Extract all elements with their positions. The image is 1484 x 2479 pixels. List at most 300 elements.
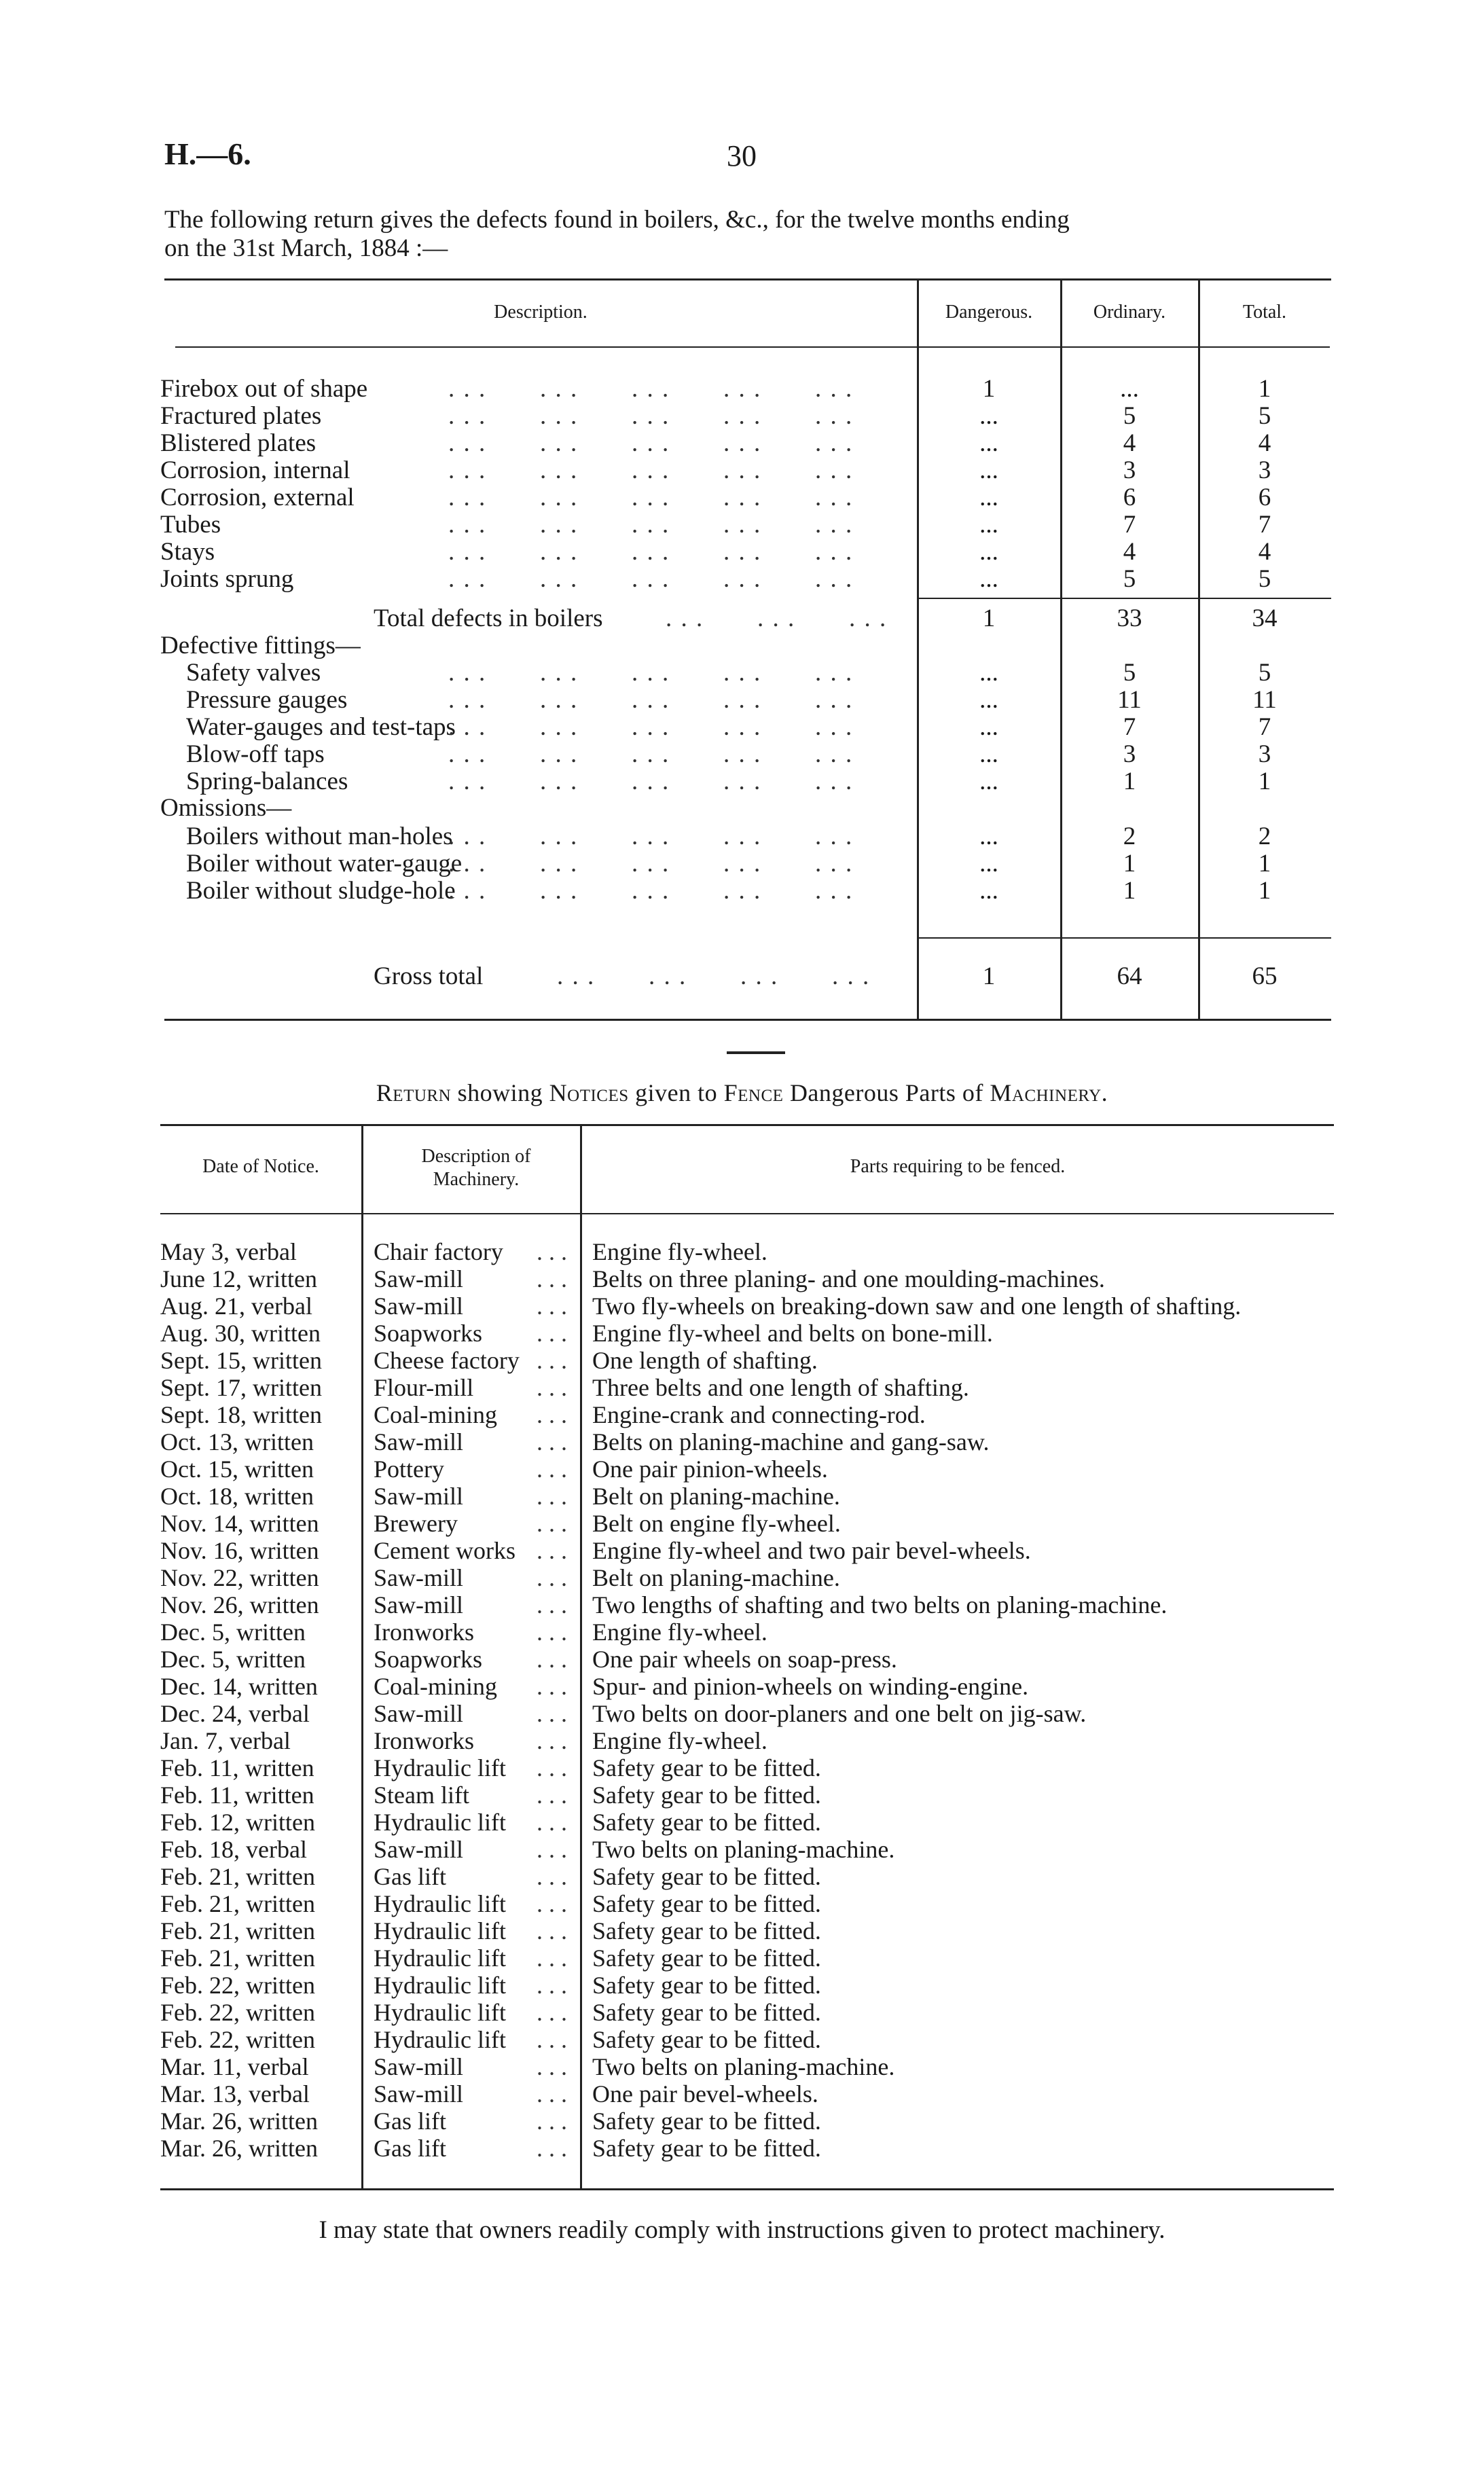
notice-date: Jan. 7, verbal [160, 1727, 291, 1754]
notice-row [0, 1237, 1484, 1265]
notice-row [0, 1563, 1484, 1591]
leader-dots: . . . [537, 1809, 567, 1836]
leader-dots: . . . . . . . . . . . . . . . [448, 740, 854, 768]
parts-to-fence: Safety gear to be fitted. [592, 1781, 821, 1809]
ordinary-value: 1 [1123, 767, 1136, 795]
defect-row [0, 849, 1484, 876]
total-value: 34 [1252, 604, 1278, 632]
title-word: showing [457, 1079, 543, 1106]
header-machinery: Description of Machinery. [421, 1146, 531, 1190]
parts-to-fence: Belt on engine fly-wheel. [592, 1510, 841, 1537]
notice-row [0, 1346, 1484, 1373]
leader-dots: . . . . . . . . . . . . . . . [448, 375, 854, 403]
leader-dots: . . . . . . . . . . . . . . . [448, 877, 854, 905]
machinery-description: Soapworks [374, 1320, 482, 1347]
machinery-description: Saw-mill [374, 1836, 463, 1863]
leader-dots: . . . [537, 2107, 567, 2135]
machinery-description: Saw-mill [374, 2053, 463, 2080]
parts-to-fence: Engine fly-wheel and belts on bone-mill. [592, 1320, 993, 1347]
leader-dots: . . . [537, 2026, 567, 2053]
notice-row [0, 1536, 1484, 1563]
parts-to-fence: Spur- and pinion-wheels on winding-engine. [592, 1673, 1029, 1700]
parts-to-fence: One pair pinion-wheels. [592, 1455, 828, 1483]
leader-dots: . . . . . . . . . . . . . . . [448, 402, 854, 430]
total-value: 6 [1258, 484, 1271, 511]
notice-date: Feb. 12, written [160, 1809, 315, 1836]
leader-dots: . . . [537, 1646, 567, 1673]
dangerous-value: ... [979, 767, 998, 795]
machinery-description: Saw-mill [374, 1591, 463, 1618]
total-value: 7 [1258, 713, 1271, 741]
notice-row [0, 1618, 1484, 1645]
leader-dots: . . . [537, 1537, 567, 1564]
notice-date: Feb. 21, written [160, 1890, 315, 1917]
leader-dots: . . . [537, 1917, 567, 1944]
parts-to-fence: Three belts and one length of shafting. [592, 1374, 969, 1401]
parts-to-fence: Engine-crank and connecting-rod. [592, 1401, 926, 1428]
header-bottom-rule [160, 1213, 1334, 1214]
parts-to-fence: Safety gear to be fitted. [592, 2107, 821, 2135]
parts-to-fence: Belts on three planing- and one moulding-machines. [592, 1265, 1105, 1292]
parts-to-fence: Engine fly-wheel. [592, 1618, 767, 1646]
notice-row [0, 1292, 1484, 1319]
leader-dots: . . . . . . . . . . . . . . . [448, 713, 854, 741]
fittings-heading: Defective fittings— [160, 632, 361, 659]
leader-dots: . . . [537, 1781, 567, 1809]
machinery-description: Ironworks [374, 1618, 474, 1646]
leader-dots: . . . [537, 1564, 567, 1591]
leader-dots: . . . [537, 1428, 567, 1455]
notice-date: May 3, verbal [160, 1238, 297, 1265]
machinery-description: Hydraulic lift [374, 1999, 506, 2026]
notice-row [0, 1699, 1484, 1726]
notice-date: Feb. 22, written [160, 1972, 315, 1999]
machinery-description: Pottery [374, 1455, 444, 1483]
total-value: 1 [1258, 850, 1271, 877]
machinery-description: Saw-mill [374, 1483, 463, 1510]
notice-row [0, 2107, 1484, 2134]
notice-row [0, 1455, 1484, 1482]
ordinary-value: 5 [1123, 659, 1136, 687]
machinery-description: Hydraulic lift [374, 1944, 506, 1972]
row-label: Safety valves [186, 659, 321, 687]
page-reference: H.—6. [164, 137, 251, 171]
header-dangerous: Dangerous. [945, 302, 1033, 323]
leader-dots: . . . [537, 1401, 567, 1428]
dangerous-value: ... [979, 850, 998, 877]
header-bottom-rule [175, 346, 1330, 348]
leader-dots: . . . [537, 1265, 567, 1292]
row-label: Spring-balances [186, 767, 348, 795]
row-label: Pressure gauges [186, 686, 348, 714]
ordinary-value: 4 [1123, 538, 1136, 566]
leader-dots: . . . [537, 2080, 567, 2107]
gross-total-row [0, 962, 1484, 989]
notice-date: Oct. 15, written [160, 1455, 314, 1483]
defect-row [0, 537, 1484, 564]
notice-row [0, 1645, 1484, 1672]
defect-row [0, 401, 1484, 429]
notice-date: Feb. 11, written [160, 1781, 314, 1809]
machinery-description: Cement works [374, 1537, 515, 1564]
leader-dots: . . . [537, 1863, 567, 1890]
header-ordinary: Ordinary. [1093, 302, 1166, 323]
parts-to-fence: Safety gear to be fitted. [592, 2135, 821, 2162]
dangerous-value: 1 [982, 962, 996, 990]
total-value: 1 [1258, 877, 1271, 905]
leader-dots: . . . [537, 1999, 567, 2026]
parts-to-fence: Belt on planing-machine. [592, 1564, 840, 1591]
notice-date: Mar. 26, written [160, 2135, 318, 2162]
parts-to-fence: Safety gear to be fitted. [592, 1863, 821, 1890]
leader-dots: . . . [537, 1944, 567, 1972]
parts-to-fence: Safety gear to be fitted. [592, 1917, 821, 1944]
parts-to-fence: Engine fly-wheel and two pair bevel-wheels. [592, 1537, 1031, 1564]
parts-to-fence: Belt on planing-machine. [592, 1483, 840, 1510]
ordinary-value: 11 [1117, 686, 1142, 714]
dangerous-value: ... [979, 740, 998, 768]
notice-date: Feb. 22, written [160, 1999, 315, 2026]
ordinary-value: 3 [1123, 456, 1136, 484]
table-top-rule [160, 1124, 1334, 1126]
notice-date: Oct. 13, written [160, 1428, 314, 1455]
notice-date: Mar. 11, verbal [160, 2053, 309, 2080]
ordinary-value: 64 [1117, 962, 1142, 990]
notice-date: Aug. 21, verbal [160, 1292, 312, 1320]
parts-to-fence: One pair bevel-wheels. [592, 2080, 818, 2107]
row-label: Blistered plates [160, 429, 316, 457]
notice-date: Sept. 18, written [160, 1401, 322, 1428]
omissions-heading: Omissions— [160, 794, 292, 822]
machinery-description: Saw-mill [374, 1265, 463, 1292]
notice-row [0, 1428, 1484, 1455]
dangerous-value: ... [979, 565, 998, 593]
row-label: Boiler without water-gauge [186, 850, 463, 877]
row-label: Boilers without man-holes [186, 822, 453, 850]
title-word: Machinery. [990, 1079, 1108, 1106]
table-top-rule [164, 278, 1331, 281]
parts-to-fence: Safety gear to be fitted. [592, 1999, 821, 2026]
parts-to-fence: One pair wheels on soap-press. [592, 1646, 897, 1673]
leader-dots: . . . [537, 1320, 567, 1347]
parts-to-fence: Two lengths of shafting and two belts on planing-machine. [592, 1591, 1168, 1618]
section-heading [0, 631, 1484, 658]
machinery-description: Saw-mill [374, 1564, 463, 1591]
ordinary-value: 1 [1123, 877, 1136, 905]
gross-total-rule [917, 937, 1331, 939]
row-label: Boiler without sludge-hole [186, 877, 456, 905]
notice-row [0, 1726, 1484, 1754]
leader-dots: . . . . . . . . . . . . . . . [448, 686, 854, 714]
row-label: Stays [160, 538, 215, 566]
leader-dots: . . . . . . . . . . . . . . . [448, 850, 854, 877]
row-label: Fractured plates [160, 402, 322, 430]
machinery-description: Coal-mining [374, 1673, 497, 1700]
leader-dots: . . . [537, 1374, 567, 1401]
page-number: 30 [727, 139, 757, 173]
defect-row [0, 685, 1484, 712]
row-label: Corrosion, external [160, 484, 355, 511]
intro-line-1: The following return gives the defects found in boilers, &c., for the twelve months ending [164, 206, 1070, 234]
notice-row [0, 1862, 1484, 1889]
dangerous-value: ... [979, 429, 998, 457]
subtotal-rule [917, 598, 1331, 599]
dangerous-value: ... [979, 402, 998, 430]
title-word: Return [376, 1079, 452, 1106]
machinery-description: Hydraulic lift [374, 1972, 506, 1999]
notice-date: Feb. 18, verbal [160, 1836, 307, 1863]
title-word: given to [635, 1079, 718, 1106]
leader-dots: . . . . . . . . . . . . . . . [448, 767, 854, 795]
notice-row [0, 1509, 1484, 1536]
notice-row [0, 1400, 1484, 1428]
defect-row [0, 429, 1484, 456]
total-value: 3 [1258, 456, 1271, 484]
defect-row [0, 510, 1484, 537]
notice-row [0, 1265, 1484, 1292]
leader-dots: . . . [537, 1510, 567, 1537]
dangerous-value: 1 [982, 375, 996, 403]
parts-to-fence: Safety gear to be fitted. [592, 1972, 821, 1999]
notice-date: Aug. 30, written [160, 1320, 321, 1347]
notice-date: Dec. 5, written [160, 1618, 306, 1646]
notice-date: Sept. 17, written [160, 1374, 322, 1401]
notice-row [0, 1944, 1484, 1971]
notice-row [0, 1672, 1484, 1699]
machinery-description: Cheese factory [374, 1347, 520, 1374]
notice-date: Dec. 5, written [160, 1646, 306, 1673]
leader-dots: . . . [537, 1972, 567, 1999]
notice-row [0, 2025, 1484, 2052]
leader-dots: . . . . . . . . . . . . . . . [448, 511, 854, 539]
parts-to-fence: Safety gear to be fitted. [592, 1890, 821, 1917]
section-separator [727, 1051, 785, 1054]
leader-dots: . . . [537, 1591, 567, 1618]
total-value: 3 [1258, 740, 1271, 768]
table-bottom-rule [160, 2188, 1334, 2190]
parts-to-fence: Engine fly-wheel. [592, 1238, 767, 1265]
closing-statement: I may state that owners readily comply with instructions given to protect machinery. [319, 2216, 1165, 2244]
notice-date: Nov. 26, written [160, 1591, 319, 1618]
row-label: Water-gauges and test-taps [186, 713, 456, 741]
machinery-description: Saw-mill [374, 1428, 463, 1455]
defect-row [0, 822, 1484, 849]
total-value: 1 [1258, 375, 1271, 403]
leader-dots: . . . [537, 1483, 567, 1510]
defect-row [0, 456, 1484, 483]
machinery-description: Ironworks [374, 1727, 474, 1754]
leader-dots: . . . [537, 1673, 567, 1700]
notice-date: Dec. 14, written [160, 1673, 318, 1700]
defect-row [0, 564, 1484, 592]
parts-to-fence: Two belts on planing-machine. [592, 1836, 895, 1863]
notice-row [0, 1971, 1484, 1998]
row-label: Gross total [374, 962, 484, 990]
notice-row [0, 1917, 1484, 1944]
intro-line-2: on the 31st March, 1884 :— [164, 234, 448, 262]
notice-row [0, 1998, 1484, 2025]
machinery-description: Hydraulic lift [374, 1754, 506, 1781]
leader-dots: . . . . . . . . . . . . . . . [448, 456, 854, 484]
leader-dots: . . . [537, 1618, 567, 1646]
parts-to-fence: Safety gear to be fitted. [592, 1809, 821, 1836]
notice-date: Feb. 21, written [160, 1863, 315, 1890]
leader-dots: . . . [537, 1700, 567, 1727]
notice-row [0, 1808, 1484, 1835]
row-label: Firebox out of shape [160, 375, 368, 403]
total-value: 5 [1258, 565, 1271, 593]
leader-dots: . . . . . . . . . . . . . . . [448, 484, 854, 511]
leader-dots: . . . . . . . . . . . . . . . [448, 659, 854, 687]
machinery-description: Brewery [374, 1510, 458, 1537]
leader-dots: . . . . . . . . . [666, 604, 888, 632]
notice-date: Nov. 22, written [160, 1564, 319, 1591]
notice-row [0, 1781, 1484, 1808]
table-bottom-rule [164, 1019, 1331, 1021]
machinery-description: Steam lift [374, 1781, 469, 1809]
notice-date: Feb. 22, written [160, 2026, 315, 2053]
parts-to-fence: Belts on planing-machine and gang-saw. [592, 1428, 990, 1455]
machinery-description: Gas lift [374, 2135, 446, 2162]
return-title [0, 1079, 1484, 1107]
total-value: 11 [1252, 686, 1277, 714]
ordinary-value: 6 [1123, 484, 1136, 511]
notice-date: Feb. 11, written [160, 1754, 314, 1781]
parts-to-fence: Safety gear to be fitted. [592, 2026, 821, 2053]
leader-dots: . . . . . . . . . . . . . . . [448, 538, 854, 566]
machinery-description: Coal-mining [374, 1401, 497, 1428]
notice-row [0, 1754, 1484, 1781]
parts-to-fence: Two fly-wheels on breaking-down saw and one length of shafting. [592, 1292, 1242, 1320]
dangerous-value: ... [979, 659, 998, 687]
row-label: Corrosion, internal [160, 456, 350, 484]
leader-dots: . . . [537, 1347, 567, 1374]
notice-date: Feb. 21, written [160, 1917, 315, 1944]
notice-date: Nov. 16, written [160, 1537, 319, 1564]
dangerous-value: ... [979, 822, 998, 850]
leader-dots: . . . . . . . . . . . . [557, 962, 871, 990]
leader-dots: . . . [537, 1754, 567, 1781]
notice-date: Oct. 18, written [160, 1483, 314, 1510]
leader-dots: . . . . . . . . . . . . . . . [448, 429, 854, 457]
leader-dots: . . . [537, 1727, 567, 1754]
leader-dots: . . . . . . . . . . . . . . . [448, 822, 854, 850]
leader-dots: . . . [537, 1890, 567, 1917]
defect-row [0, 658, 1484, 685]
notice-date: Nov. 14, written [160, 1510, 319, 1537]
machinery-description: Hydraulic lift [374, 2026, 506, 2053]
notice-date: Feb. 21, written [160, 1944, 315, 1972]
notice-date: June 12, written [160, 1265, 317, 1292]
ordinary-value: 5 [1123, 402, 1136, 430]
ordinary-value: 5 [1123, 565, 1136, 593]
parts-to-fence: Two belts on door-planers and one belt on jig-saw. [592, 1700, 1087, 1727]
dangerous-value: ... [979, 484, 998, 511]
machinery-description: Soapworks [374, 1646, 482, 1673]
notice-row [0, 1373, 1484, 1400]
notice-date: Mar. 26, written [160, 2107, 318, 2135]
header-parts: Parts requiring to be fenced. [850, 1156, 1066, 1177]
notice-date: Sept. 15, written [160, 1347, 322, 1374]
defect-row [0, 740, 1484, 767]
row-label: Total defects in boilers [374, 604, 603, 632]
ordinary-value: 7 [1123, 511, 1136, 539]
notice-row [0, 1591, 1484, 1618]
total-value: 65 [1252, 962, 1278, 990]
dangerous-value: ... [979, 538, 998, 566]
ordinary-value: 2 [1123, 822, 1136, 850]
parts-to-fence: Engine fly-wheel. [592, 1727, 767, 1754]
title-word: Notices [549, 1079, 629, 1106]
dangerous-value: ... [979, 713, 998, 741]
leader-dots: . . . [537, 2135, 567, 2162]
leader-dots: . . . [537, 2053, 567, 2080]
row-label: Joints sprung [160, 565, 294, 593]
total-value: 4 [1258, 429, 1271, 457]
row-label: Blow-off taps [186, 740, 325, 768]
defect-row [0, 876, 1484, 903]
title-word: Fence [723, 1079, 784, 1106]
machinery-description: Hydraulic lift [374, 1890, 506, 1917]
machinery-description: Flour-mill [374, 1374, 474, 1401]
leader-dots: . . . [537, 1836, 567, 1863]
parts-to-fence: Two belts on planing-machine. [592, 2053, 895, 2080]
notice-date: Mar. 13, verbal [160, 2080, 310, 2107]
machinery-description: Gas lift [374, 1863, 446, 1890]
defect-row [0, 483, 1484, 510]
ordinary-value: 1 [1123, 850, 1136, 877]
notice-row [0, 1319, 1484, 1346]
leader-dots: . . . [537, 1455, 567, 1483]
leader-dots: . . . [537, 1238, 567, 1265]
notice-row [0, 2052, 1484, 2080]
dangerous-value: 1 [982, 604, 996, 632]
machinery-description: Chair factory [374, 1238, 503, 1265]
defect-row [0, 767, 1484, 794]
ordinary-value: ... [1120, 375, 1139, 403]
defect-row [0, 374, 1484, 401]
total-value: 5 [1258, 659, 1271, 687]
notice-row [0, 1835, 1484, 1862]
total-value: 2 [1258, 822, 1271, 850]
machinery-description: Saw-mill [374, 2080, 463, 2107]
ordinary-value: 33 [1117, 604, 1142, 632]
row-label: Tubes [160, 511, 221, 539]
parts-to-fence: One length of shafting. [592, 1347, 818, 1374]
leader-dots: . . . [537, 1292, 567, 1320]
dangerous-value: ... [979, 686, 998, 714]
boiler-total-row [0, 604, 1484, 631]
leader-dots: . . . . . . . . . . . . . . . [448, 565, 854, 593]
machinery-description: Hydraulic lift [374, 1917, 506, 1944]
notice-row [0, 2080, 1484, 2107]
section-heading [0, 793, 1484, 820]
total-value: 1 [1258, 767, 1271, 795]
ordinary-value: 7 [1123, 713, 1136, 741]
total-value: 4 [1258, 538, 1271, 566]
machinery-description: Gas lift [374, 2107, 446, 2135]
notice-row [0, 2134, 1484, 2161]
header-date: Date of Notice. [202, 1156, 319, 1177]
parts-to-fence: Safety gear to be fitted. [592, 1754, 821, 1781]
total-value: 7 [1258, 511, 1271, 539]
dangerous-value: ... [979, 511, 998, 539]
dangerous-value: ... [979, 877, 998, 905]
ordinary-value: 3 [1123, 740, 1136, 768]
machinery-description: Hydraulic lift [374, 1809, 506, 1836]
dangerous-value: ... [979, 456, 998, 484]
notice-date: Dec. 24, verbal [160, 1700, 310, 1727]
